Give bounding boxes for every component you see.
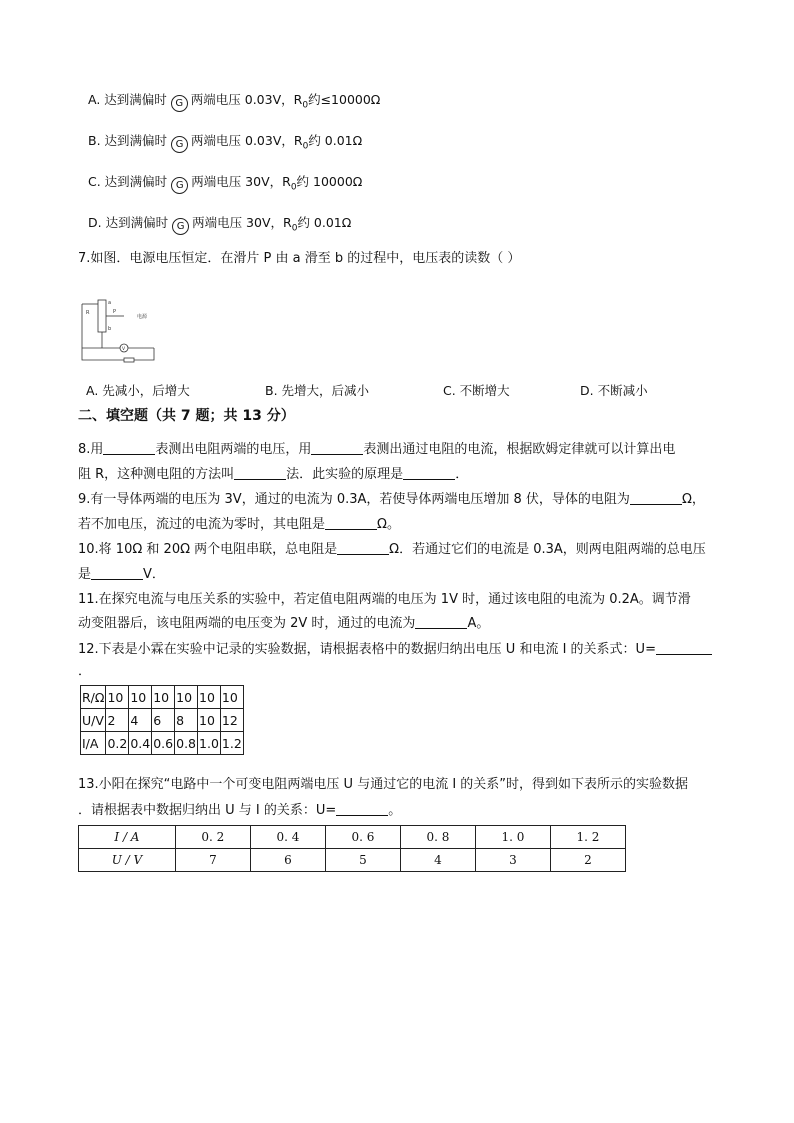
table-row — [81, 709, 244, 732]
blank — [630, 492, 682, 505]
table-row — [79, 826, 626, 849]
table-cell: 1.2 — [220, 732, 243, 755]
circuit-diagram — [80, 296, 170, 368]
table-cell: 10 — [220, 686, 243, 709]
table-cell: 10 — [175, 686, 198, 709]
table-cell: 4 — [400, 849, 475, 872]
q11-line1: 11.在探究电流与电压关系的实验中，若定值电阻两端的电压为 1V 时，通过该电阻的电流为 0.2A。调节滑 — [78, 592, 691, 607]
table-cell: 0.2 — [106, 732, 129, 755]
rheostat — [98, 300, 106, 332]
q7-option-d: D. 不断减小 — [580, 383, 648, 398]
text: V． — [143, 567, 165, 582]
table-cell: 1. 2 — [550, 826, 625, 849]
table-cell: 0.4 — [129, 732, 152, 755]
table-cell: 1. 0 — [475, 826, 550, 849]
text: A。 — [467, 616, 490, 631]
q12-table — [80, 685, 244, 755]
label-source: 电源 — [137, 314, 148, 320]
blank — [403, 467, 455, 480]
text: 若不加电压，流过的电流为零时，其电阻是 — [78, 517, 326, 532]
option-prefix: C. 达到满偏时 — [88, 174, 168, 189]
table-cell: 2 — [550, 849, 625, 872]
text: ．请根据表中数据归纳出 U 与 I 的关系：U= — [78, 803, 337, 818]
option-prefix: B. 达到满偏时 — [88, 133, 168, 148]
text: 9.有一导体两端的电压为 3V，通过的电流为 0.3A，若使导体两端电压增加 8 伏，导体的电阻为 — [78, 492, 630, 507]
option-prefix: A. 达到满偏时 — [88, 92, 167, 107]
subscript: 0 — [291, 223, 298, 234]
blank — [415, 616, 467, 629]
text: 表测出电阻两端的电压，用 — [155, 442, 312, 457]
option-text: 两端电压 30V，R — [191, 174, 291, 189]
circuit-wire-outer — [82, 304, 154, 360]
option-prefix: D. 达到满偏时 — [88, 215, 169, 230]
table-cell: 0.6 — [152, 732, 175, 755]
text: Ω， — [681, 492, 705, 507]
table-cell: R/Ω — [81, 686, 106, 709]
option-tail: 约 0.01Ω — [297, 215, 352, 230]
table-cell: U / V — [79, 849, 176, 872]
q10-line2 — [78, 563, 165, 582]
q9-line2 — [78, 513, 400, 532]
q6-option-d — [88, 213, 351, 235]
table-cell: 6 — [152, 709, 175, 732]
label-a: a — [108, 300, 112, 306]
text: 是 — [78, 567, 92, 582]
table-cell: 6 — [250, 849, 325, 872]
q7-option-a: A. 先减小，后增大 — [86, 383, 190, 398]
q9-line1 — [78, 488, 705, 507]
label-r: R — [86, 310, 90, 316]
table-cell: U/V — [81, 709, 106, 732]
table-cell: 1.0 — [198, 732, 221, 755]
option-text: 两端电压 0.03V，R — [190, 92, 303, 107]
text: 。 — [388, 803, 402, 818]
table-cell: 10 — [198, 709, 221, 732]
option-tail: 约 0.01Ω — [308, 133, 363, 148]
table-cell: 0.8 — [175, 732, 198, 755]
q6-option-c — [88, 172, 362, 194]
table-cell: 3 — [475, 849, 550, 872]
text: 法．此实验的原理是 — [286, 467, 404, 482]
table-cell: I/A — [81, 732, 106, 755]
q11-line2 — [78, 612, 489, 631]
blank — [325, 517, 377, 530]
text: 表测出通过电阻的电流，根据欧姆定律就可以计算出电 — [363, 442, 676, 457]
q8-line1 — [78, 438, 675, 457]
table-cell: 7 — [175, 849, 250, 872]
label-b: b — [108, 326, 112, 332]
blank — [656, 642, 712, 655]
galvanometer-symbol: G — [172, 218, 189, 235]
label-v: V — [122, 347, 126, 352]
table-cell: I / A — [79, 826, 176, 849]
table-cell: 8 — [175, 709, 198, 732]
table-cell: 10 — [106, 686, 129, 709]
subscript: 0 — [302, 100, 309, 111]
text: Ω。 — [377, 517, 400, 532]
blank — [234, 467, 286, 480]
option-text: 两端电压 0.03V，R — [191, 133, 303, 148]
table-row — [81, 732, 244, 755]
text: 10.将 10Ω 和 20Ω 两个电阻串联，总电阻是 — [78, 542, 338, 557]
text: 动变阻器后，该电阻两端的电压变为 2V 时，通过的电流为 — [78, 616, 416, 631]
table-cell: 4 — [129, 709, 152, 732]
text: 12.下表是小霖在实验中记录的实验数据，请根据表格中的数据归纳出电压 U 和电流 I 的关系式：U= — [78, 642, 656, 657]
blank — [91, 567, 143, 580]
galvanometer-symbol: G — [171, 177, 188, 194]
subscript: 0 — [302, 141, 309, 152]
option-tail: 约≤10000Ω — [308, 92, 381, 107]
q7-stem: 7.如图．电源电压恒定．在滑片 P 由 a 滑至 b 的过程中，电压表的读数（ ） — [78, 251, 521, 266]
galvanometer-symbol: G — [171, 95, 188, 112]
text: Ω．若通过它们的电流是 0.3A，则两电阻两端的总电压 — [389, 542, 706, 557]
table-cell: 10 — [198, 686, 221, 709]
table-cell: 12 — [220, 709, 243, 732]
blank — [337, 542, 389, 555]
table-row — [79, 849, 626, 872]
q12-line1 — [78, 638, 712, 657]
blank — [336, 803, 388, 816]
q12-line2: ． — [78, 664, 92, 679]
q6-option-a — [88, 90, 380, 112]
table-cell: 5 — [325, 849, 400, 872]
label-p: P — [113, 309, 117, 315]
table-cell: 0. 8 — [400, 826, 475, 849]
table-cell: 2 — [106, 709, 129, 732]
q13-line2 — [78, 799, 401, 818]
text: 8.用 — [78, 442, 104, 457]
table-cell: 0. 2 — [175, 826, 250, 849]
q7-option-b: B. 先增大，后减小 — [265, 383, 370, 398]
text: 阻 R，这种测电阻的方法叫 — [78, 467, 235, 482]
q13-line1: 13.小阳在探究“电路中一个可变电阻两端电压 U 与通过它的电流 I 的关系”时，得到如下表所示的实验数据 — [78, 777, 689, 792]
q6-option-b — [88, 131, 362, 153]
option-tail: 约 10000Ω — [296, 174, 363, 189]
q7-option-c: C. 不断增大 — [443, 383, 510, 398]
galvanometer-symbol: G — [171, 136, 188, 153]
table-cell: 0. 6 — [325, 826, 400, 849]
table-cell: 10 — [129, 686, 152, 709]
resistor-r — [124, 358, 134, 362]
option-text: 两端电压 30V，R — [192, 215, 292, 230]
blank — [103, 442, 155, 455]
blank — [311, 442, 363, 455]
text: ． — [455, 467, 469, 482]
section-title: 二、填空题（共 7 题；共 13 分） — [78, 408, 295, 424]
subscript: 0 — [290, 182, 297, 193]
q8-line2 — [78, 463, 468, 482]
table-cell: 10 — [152, 686, 175, 709]
table-cell: 0. 4 — [250, 826, 325, 849]
q13-table — [78, 825, 626, 872]
table-row — [81, 686, 244, 709]
q10-line1 — [78, 538, 706, 557]
